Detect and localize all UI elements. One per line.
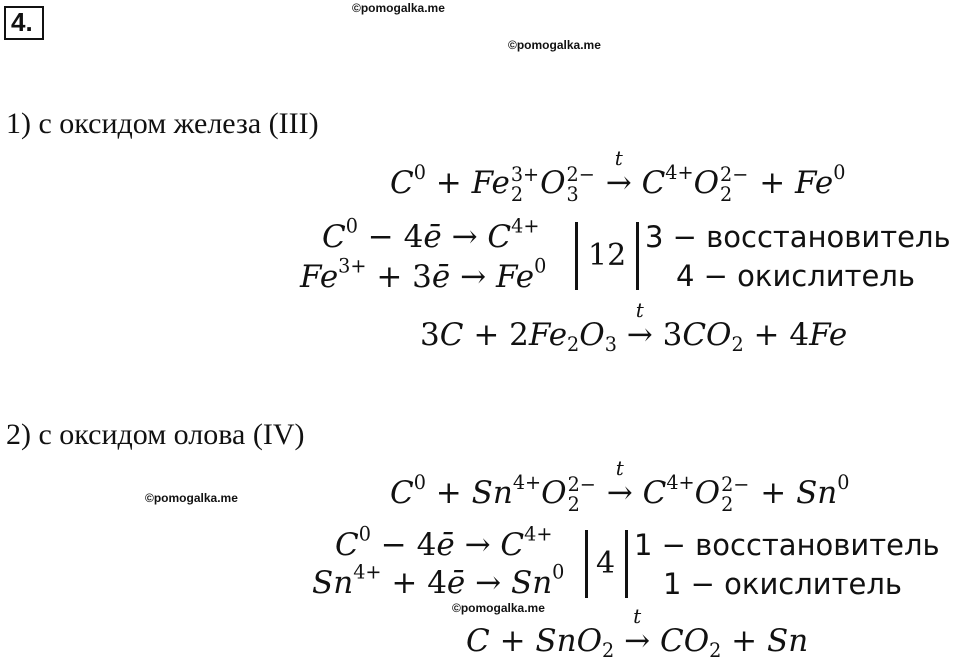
heat-symbol: t [635, 298, 644, 322]
section1-role-2: 4 − окислитель [676, 259, 915, 293]
section2-scheme: $C^0 + Sn^{4+}O$ 2− 2 → t $C^{4+}O$ 2− 2 + $Sn^0$ [390, 456, 850, 517]
balance-divider [625, 530, 628, 598]
section2-half-reaction-2: $Sn^{4+}$ + 4ē → $Sn^0$ [312, 560, 565, 601]
balance-divider [575, 222, 578, 290]
section2-role-1: 1 − восстановитель [634, 528, 940, 562]
heat-symbol: t [633, 604, 642, 628]
section1-title: 1) с оксидом железа (III) [6, 107, 319, 140]
section2-final-equation: C + SnO$_2$ → t $CO_2 + Sn$ [466, 604, 809, 662]
section2-title: 2) с оксидом олова (IV) [6, 418, 305, 451]
section1-lcm: 12 [588, 238, 627, 273]
heat-symbol: t [614, 146, 623, 171]
watermark: ©pomogalka.me [508, 38, 601, 52]
section1-final-equation: $3C + 2Fe_2O_3$ → t $3CO_2 + 4Fe$ [420, 298, 848, 356]
heat-symbol: t [615, 456, 624, 481]
balance-divider [636, 222, 639, 290]
section1-half-reaction-1: $C^0$ − 4ē → $C^{4+}$ [322, 214, 540, 255]
section1-scheme: $C^0 + Fe$ 3+ 2 O 2− 3 → t $C^{4+}O$ 2− 2 + $Fe^0$ [390, 146, 846, 207]
section2-lcm: 4 [596, 546, 616, 581]
balance-divider [585, 530, 588, 598]
section2-role-2: 1 − окислитель [663, 567, 902, 601]
watermark: ©pomogalka.me [352, 1, 445, 15]
section2-half-reaction-1: $C^0$ − 4ē → $C^{4+}$ [335, 522, 553, 563]
section1-half-reaction-2: $Fe^{3+}$ + 3ē → $Fe^0$ [300, 254, 547, 295]
section1-role-1: 3 − восстановитель [645, 220, 951, 254]
watermark: ©pomogalka.me [145, 491, 238, 505]
task-number: 4. [4, 6, 44, 40]
watermark: ©pomogalka.me [452, 601, 545, 615]
